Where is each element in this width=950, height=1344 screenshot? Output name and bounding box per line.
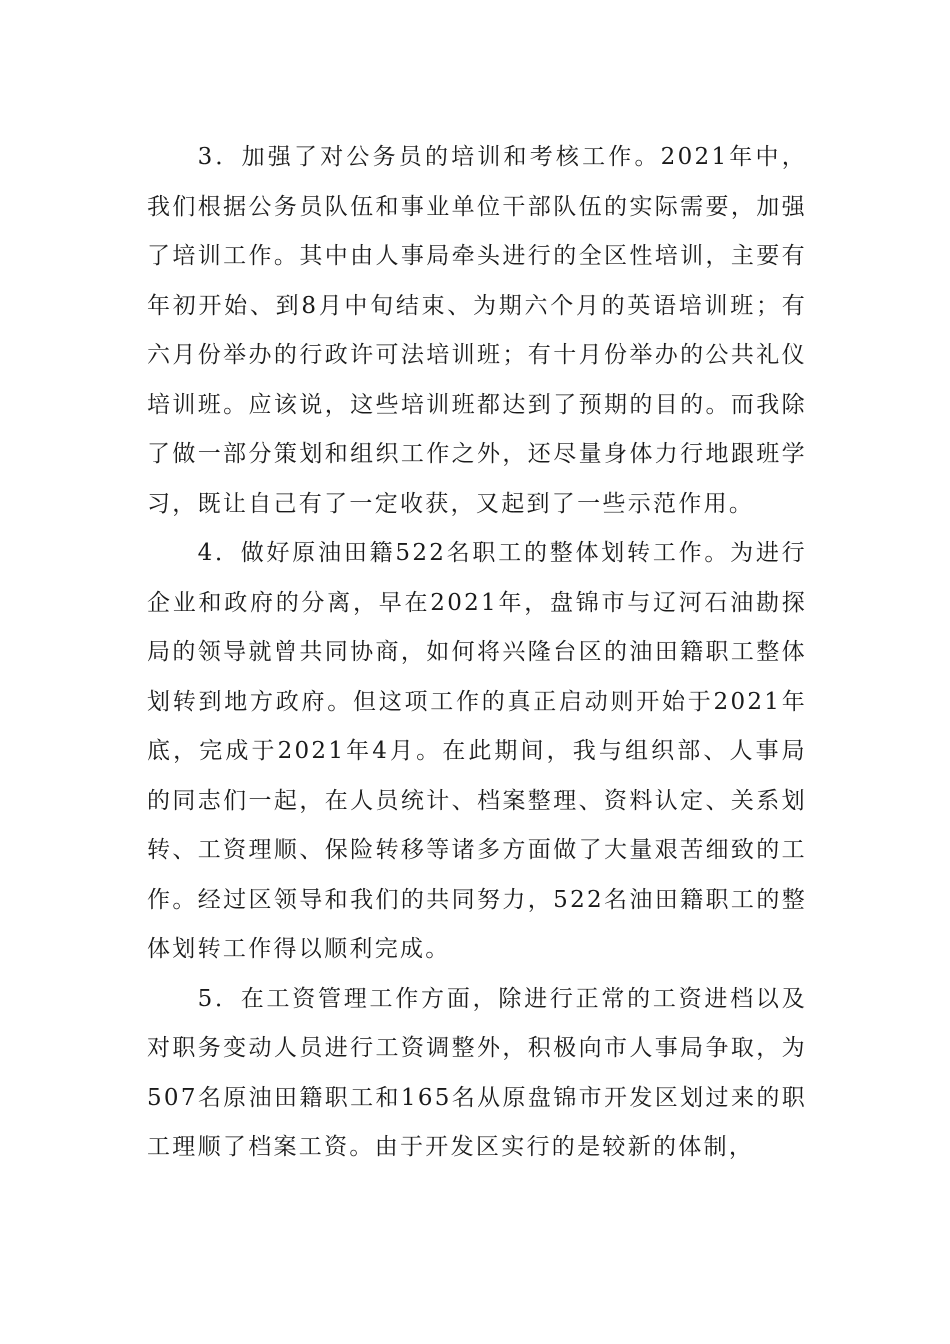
paragraph-oilfield-transfer: 4．做好原油田籍522名职工的整体划转工作。为进行企业和政府的分离，早在2021年，盘锦市与辽河石油勘探局的领导就曾共同协商，如何将兴隆台区的油田籍职工整体划转到地方政府。但这项工作的真正启动则开始于2021年底，完成于2021年4月。在此期间，我与组织部、人事局的同志们一起，在人员统计、档案整理、资料认定、关系划转、工资理顺、保险转移等诸多方面做了大量艰苦细致的工作。经过区领导和我们的共同努力，522名油田籍职工的整体划转工作得以顺利完成。: [147, 540, 807, 962]
paragraph-training: 3．加强了对公务员的培训和考核工作。2021年中，我们根据公务员队伍和事业单位干部队伍的实际需要，加强了培训工作。其中由人事局牵头进行的全区性培训，主要有年初开始、到8月中旬结束、为期六个月的英语培训班；有六月份举办的行政许可法培训班；有十月份举办的公共礼仪培训班。应该说，这些培训班都达到了预期的目的。而我除了做一部分策划和组织工作之外，还尽量身体力行地跟班学习，既让自己有了一定收获，又起到了一些示范作用。: [147, 144, 807, 517]
document-body: [147, 133, 807, 1173]
paragraph-wage-management: 5．在工资管理工作方面，除进行正常的工资进档以及对职务变动人员进行工资调整外，积极向市人事局争取，为507名原油田籍职工和165名从原盘锦市开发区划过来的职工理顺了档案工资。由于开发区实行的是较新的体制，: [147, 985, 807, 1160]
